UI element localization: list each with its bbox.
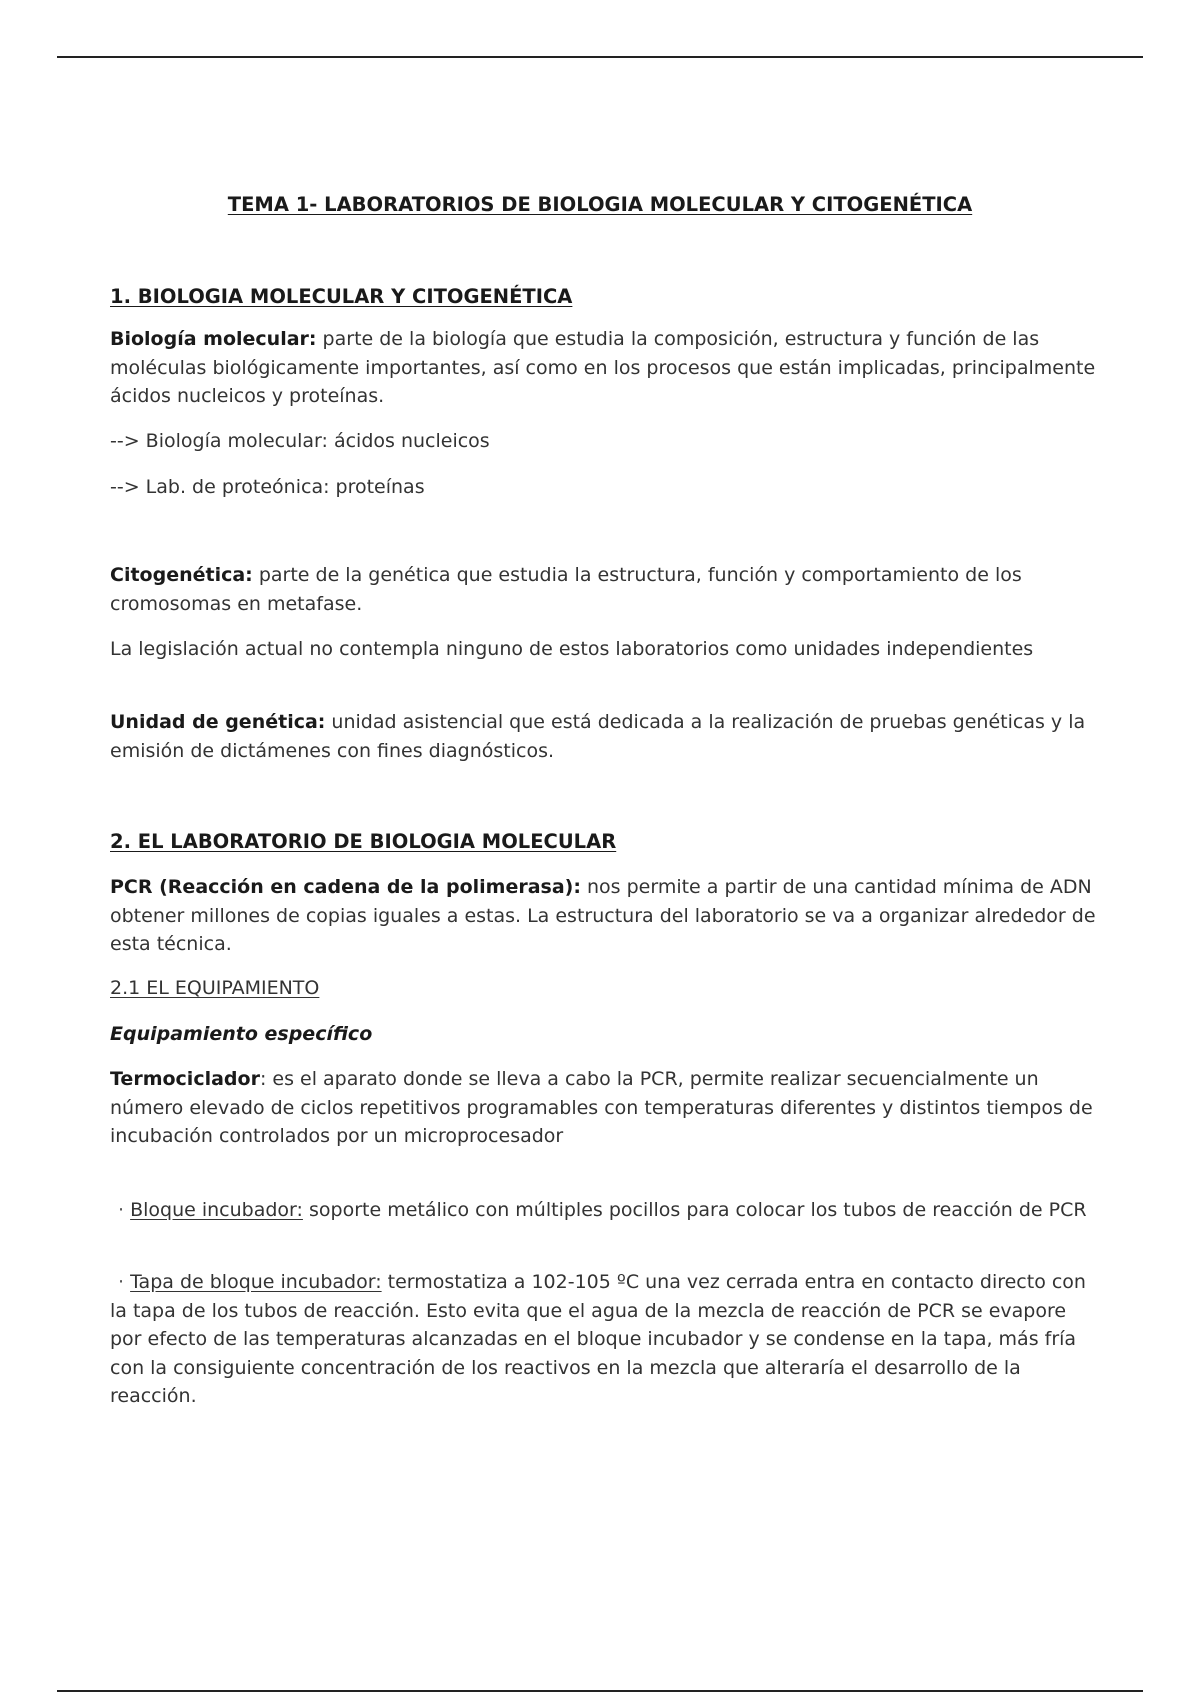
bullet-tapa-bloque (110, 1268, 1100, 1411)
definition-citogenetica: parte de la genética que estudia la estructura, función y comportamiento de los cromosomas en metafase. (110, 564, 1022, 615)
section-2-heading (110, 828, 1100, 857)
page-title-text: TEMA 1- LABORATORIOS DE BIOLOGIA MOLECULAR Y CITOGENÉTICA (227, 193, 973, 216)
bullet-bloque-incubador (110, 1196, 1100, 1225)
list-item-acidos: --> Biología molecular: ácidos nucleicos (110, 430, 490, 452)
bullet-dot-icon: · (118, 1271, 125, 1293)
subsection-heading (110, 974, 1100, 1003)
paragraph-unidad-genetica (110, 708, 1100, 765)
term-pcr: PCR (Reacción en cadena de la polimerasa): (110, 876, 581, 898)
list-item-proteinas: --> Lab. de proteónica: proteínas (110, 476, 425, 498)
subsection-heading-text: 2.1 EL EQUIPAMIENTO (110, 977, 320, 999)
term-citogenetica: Citogenética: (110, 564, 253, 586)
definition-bloque-incubador: soporte metálico con múltiples pocillos para colocar los tubos de reacción de PCR (302, 1199, 1087, 1221)
definition-tapa-bloque: termostatiza a 102-105 ºC una vez cerrada entra en contacto directo con la tapa de los tubos de reacción. Esto evita que el agua de la mezcla de reacción de PCR se evapore por efecto de las temperaturas alcanzadas en el bloque incubador y se condense en la tapa, más fría con la consiguiente concentración de los reactivos en la mezcla que alteraría el desarrollo de la reacción. (110, 1271, 1086, 1407)
term-biologia-molecular: Biología molecular: (110, 328, 317, 350)
paragraph-biologia-molecular (110, 325, 1100, 411)
page-title (0, 193, 1200, 216)
paragraph-termociclador (110, 1065, 1100, 1151)
section-2-heading-text: 2. EL LABORATORIO DE BIOLOGIA MOLECULAR (110, 830, 617, 853)
term-bloque-incubador: Bloque incubador: (130, 1199, 303, 1221)
paragraph-citogenetica (110, 561, 1100, 618)
top-rule (57, 56, 1143, 58)
section-1-heading (110, 283, 1100, 312)
paragraph-legislacion: La legislación actual no contempla ninguno de estos laboratorios como unidades independientes (110, 638, 1034, 660)
term-tapa-bloque: Tapa de bloque incubador: (130, 1271, 382, 1293)
bullet-dot-icon: · (118, 1199, 125, 1221)
definition-pcr: nos permite a partir de una cantidad mínima de ADN obtener millones de copias iguales a estas. La estructura del laboratorio se va a organizar alrededor de esta técnica. (110, 876, 1096, 955)
section-1-heading-text: 1. BIOLOGIA MOLECULAR Y CITOGENÉTICA (110, 285, 573, 308)
equipamiento-label: Equipamiento específico (110, 1023, 373, 1045)
term-termociclador: Termociclador (110, 1068, 260, 1090)
bottom-rule (57, 1690, 1143, 1692)
definition-termociclador: : es el aparato donde se lleva a cabo la PCR, permite realizar secuencialmente un número elevado de ciclos repetitivos programables con temperaturas diferentes y distintos tiempos de incubación controlados por un microprocesador (110, 1068, 1093, 1147)
definition-unidad-genetica: unidad asistencial que está dedicada a la realización de pruebas genéticas y la emisión de dictámenes con fines diagnósticos. (110, 711, 1086, 762)
paragraph-pcr (110, 873, 1100, 959)
term-unidad-genetica: Unidad de genética: (110, 711, 326, 733)
definition-biologia-molecular: parte de la biología que estudia la composición, estructura y función de las moléculas biológicamente importantes, así como en los procesos que están implicadas, principalmente ácidos nucleicos y proteínas. (110, 328, 1096, 407)
